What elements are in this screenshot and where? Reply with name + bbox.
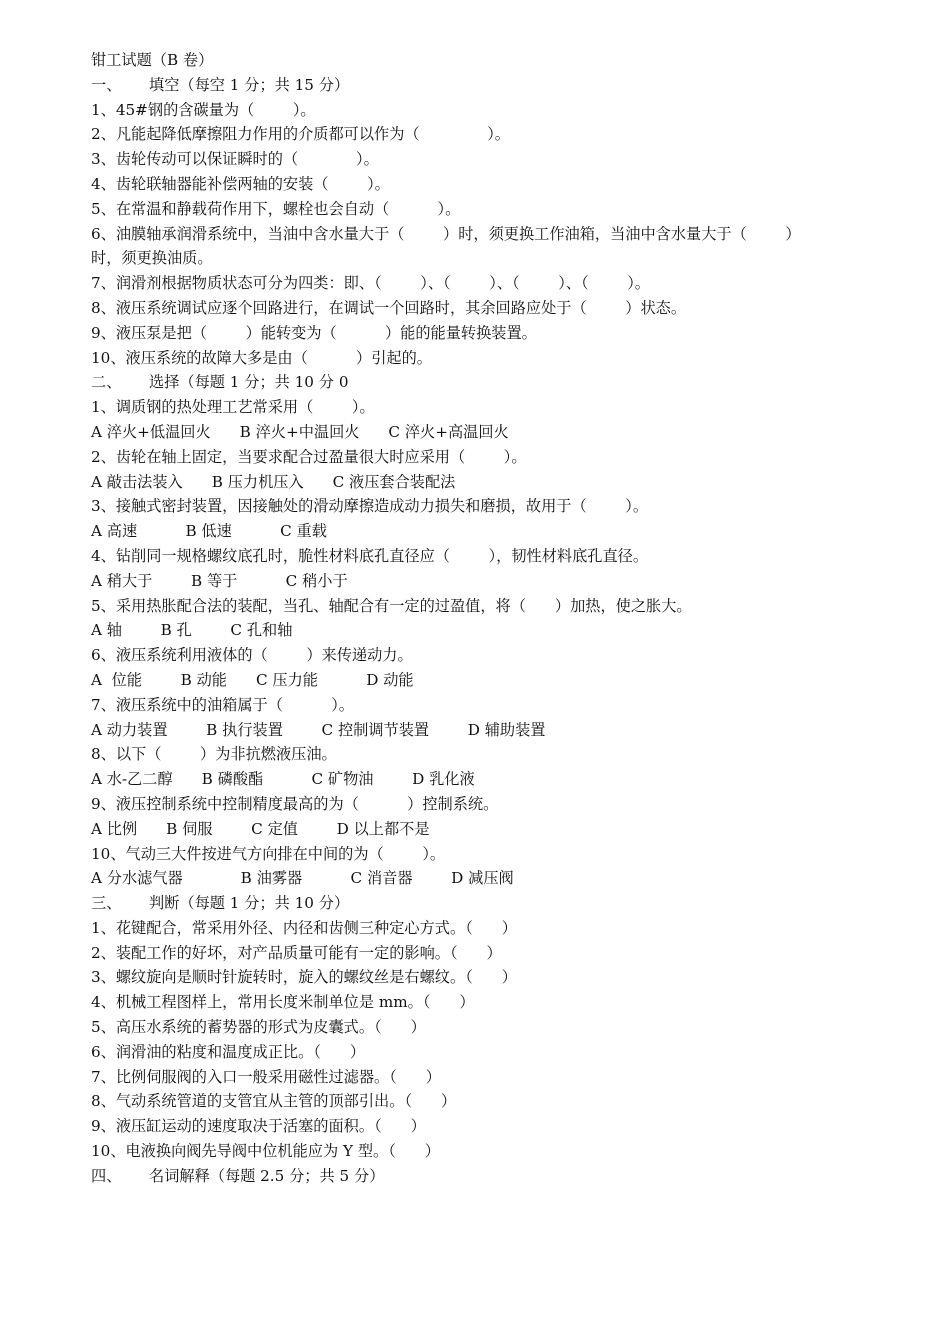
section-heading-choice	[91, 370, 931, 395]
question-item: 7、比例伺服阀的入口一般采用磁性过滤器。（ ）	[91, 1067, 441, 1086]
question-options: A 轴 B 孔 C 孔和轴	[91, 621, 293, 640]
section-title: 判断（每题 1 分；共 10 分）	[149, 894, 350, 913]
question-options: A 动力装置 B 执行装置 C 控制调节装置 D 辅助装置	[91, 720, 546, 739]
question-item: 4、钻削同一规格螺纹底孔时，脆性材料底孔直径应（ ），韧性材料底孔直径。	[91, 546, 649, 565]
question-item: 7、液压系统中的油箱属于（ ）。	[91, 695, 354, 714]
question-item: 5、高压水系统的蓄势器的形式为皮囊式。（ ）	[91, 1018, 426, 1037]
question-item: 10、液压系统的故障大多是由（ ）引起的。	[91, 348, 432, 367]
question-item: 3、螺纹旋向是顺时针旋转时，旋入的螺纹丝是右螺纹。（ ）	[91, 968, 517, 987]
question-item: 6、液压系统利用液体的（ ）来传递动力。	[91, 646, 413, 665]
section-number: 三、	[91, 894, 122, 913]
question-item: 10、气动三大件按进气方向排在中间的为（ ）。	[91, 844, 446, 863]
question-item: 9、液压控制系统中控制精度最高的为（ ）控制系统。	[91, 794, 499, 813]
question-options: A 水-乙二醇 B 磷酸酯 C 矿物油 D 乳化液	[91, 770, 475, 789]
question-options: A 高速 B 低速 C 重载	[91, 522, 327, 541]
question-item: 4、齿轮联轴器能补偿两轴的安装（ ）。	[91, 174, 390, 193]
question-item: 1、花键配合，常采用外径、内径和齿侧三种定心方式。（ ）	[91, 918, 517, 937]
question-item: 3、接触式密封装置，因接触处的滑动摩擦造成动力损失和磨损，故用于（ ）。	[91, 497, 649, 516]
question-item: 1、调质钢的热处理工艺常采用（ ）。	[91, 398, 375, 417]
question-options: A 敲击法装入 B 压力机压入 C 液压套合装配法	[91, 472, 456, 491]
section-number: 二、	[91, 373, 122, 392]
question-item: 9、液压缸运动的速度取决于活塞的面积。（ ）	[91, 1117, 426, 1136]
question-item: 7、润滑剂根据物质状态可分为四类：即、（ ）、（ ）、（ ）、（ ）。	[91, 274, 650, 293]
question-options: A 稍大于 B 等于 C 稍小于	[91, 571, 348, 590]
question-options: A 比例 B 伺服 C 定值 D 以上都不是	[91, 819, 430, 838]
question-options: A 位能 B 动能 C 压力能 D 动能	[91, 670, 414, 689]
section-number: 一、	[91, 75, 122, 94]
question-item: 6、油膜轴承润滑系统中，当油中含水量大于（ ）时，须更换工作油箱，当油中含水量大于（ ）	[91, 224, 801, 243]
question-item: 3、齿轮传动可以保证瞬时的（ ）。	[91, 150, 379, 169]
section-heading-true-false	[91, 891, 931, 916]
section-heading-fill-blank	[91, 73, 931, 98]
question-item: 5、在常温和静载荷作用下，螺栓也会自动（ ）。	[91, 199, 461, 218]
question-options: A 淬火+低温回火 B 淬火+中温回火 C 淬火+高温回火	[91, 422, 509, 441]
document-title: 钳工试题（B 卷）	[91, 51, 214, 69]
section-title: 填空（每空 1 分；共 15 分）	[149, 75, 350, 94]
question-item: 10、电液换向阀先导阀中位机能应为 Y 型。（ ）	[91, 1142, 440, 1161]
question-options: A 分水滤气器 B 油雾器 C 消音器 D 减压阀	[91, 869, 514, 888]
question-item: 8、以下（ ）为非抗燃液压油。	[91, 745, 337, 764]
question-item: 2、装配工作的好坏，对产品质量可能有一定的影响。（ ）	[91, 943, 502, 962]
question-item: 5、采用热胀配合法的装配，当孔、轴配合有一定的过盈值，将（ ）加热，使之胀大。	[91, 596, 692, 615]
question-item: 4、机械工程图样上，常用长度米制单位是 mm。（ ）	[91, 993, 475, 1012]
question-item: 9、液压泵是把（ ）能转变为（ ）能的能量转换装置。	[91, 323, 537, 342]
question-item: 2、凡能起降低摩擦阻力作用的介质都可以作为（ ）。	[91, 125, 510, 144]
section-title: 名词解释（每题 2.5 分；共 5 分）	[149, 1166, 385, 1185]
question-item: 1、45#钢的含碳量为（ ）。	[91, 100, 316, 119]
question-item: 8、气动系统管道的支管宜从主管的顶部引出。（ ）	[91, 1092, 457, 1111]
section-title: 选择（每题 1 分；共 10 分 0	[149, 373, 349, 392]
question-item-continuation: 时，须更换油质。	[91, 249, 213, 268]
question-item: 2、齿轮在轴上固定，当要求配合过盈量很大时应采用（ ）。	[91, 447, 527, 466]
question-item: 6、润滑油的粘度和温度成正比。（ ）	[91, 1042, 366, 1061]
document-content	[91, 48, 931, 1189]
question-item: 8、液压系统调试应逐个回路进行，在调试一个回路时，其余回路应处于（ ）状态。	[91, 298, 687, 317]
section-number: 四、	[91, 1166, 122, 1185]
section-heading-definitions	[91, 1164, 931, 1189]
